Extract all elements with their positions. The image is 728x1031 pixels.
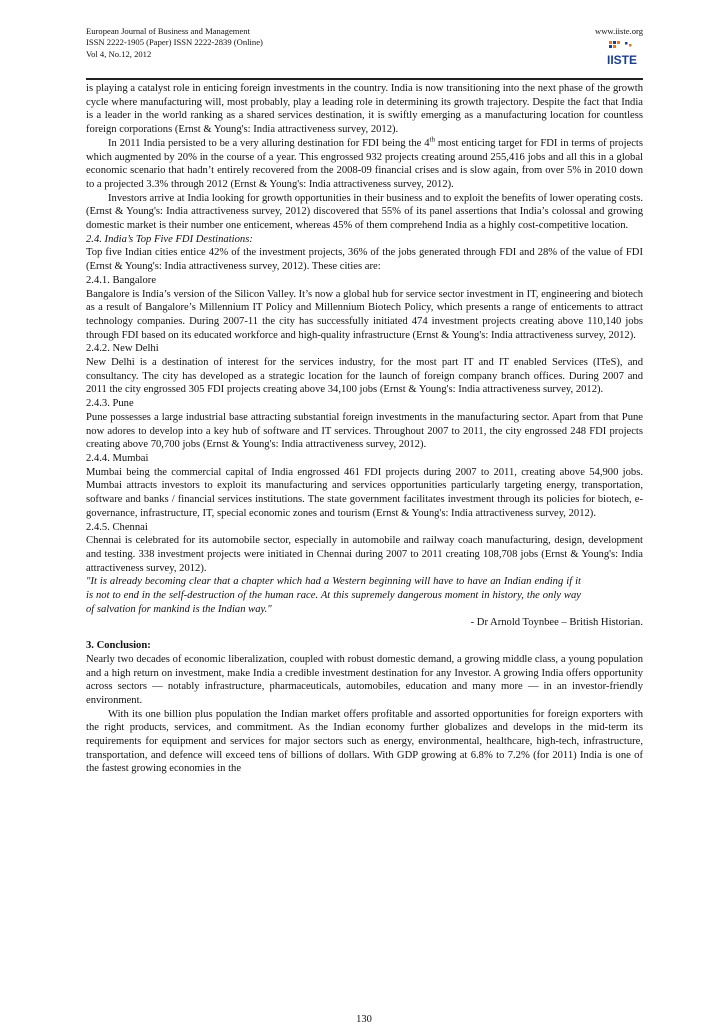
paragraph: Chennai is celebrated for its automobile sector, especially in automobile and railway coach manufacturing, design, development and testing. 338 investment projects were initiated in Chennai during 2007 to 2011 creating 108,708 jobs (Ernst & Young's: India attractiveness survey, 2012). — [86, 535, 643, 574]
section-heading-2-4-4: 2.4.4. Mumbai — [86, 452, 149, 464]
section-heading-3: 3. Conclusion: — [86, 640, 151, 652]
journal-info — [86, 26, 263, 60]
spacer — [86, 630, 643, 639]
volume-line: Vol 4, No.12, 2012 — [86, 48, 152, 59]
article-body — [86, 82, 643, 776]
block-quote: "It is already becoming clear that a chapter which had a Western beginning will have to have an Indian ending if it is not to end in the self-destruction of the human race. At this supremely dangerous moment in history, the only way of salvation for mankind is the Indian way." — [86, 576, 581, 615]
journal-url[interactable]: www.iiste.org — [595, 26, 643, 36]
issn-line: ISSN 2222-1905 (Paper) ISSN 2222-2839 (Online) — [86, 37, 263, 48]
section-heading-2-4-5: 2.4.5. Chennai — [86, 521, 148, 533]
section-heading-2-4: 2.4. India’s Top Five FDI Destinations: — [86, 233, 253, 245]
header-rule — [86, 78, 643, 80]
paragraph: Bangalore is India’s version of the Silicon Valley. It’s now a global hub for service sector investment in IT, engineering and biotech as a result of Bangalore’s Millennium IT Policy and Millennium Biotech Policy, which presents a range of enticements to attract technology companies. During 2007-11 the city has successfully initiated 474 investment projects creating above 110,140 jobs through FDI based on its educated workforce and high-quality infrastructure (Ernst & Young's: India attractiveness survey, 2012). — [86, 288, 643, 341]
logo-wordmark: IISTE — [607, 53, 637, 67]
page-number: 130 — [356, 1014, 372, 1025]
section-heading-2-4-2: 2.4.2. New Delhi — [86, 343, 159, 355]
paragraph: Investors arrive at India looking for growth opportunities in their business and to exploit the benefits of lower operating costs. (Ernst & Young's: India attractiveness survey, 2012) discovered that 55% of its panel assertions that India’s colossal and growing domestic market is their number one enticement, whereas 45% of them comprehend India as a highly cost-competitive location. — [86, 192, 643, 232]
page — [86, 26, 643, 776]
superscript: th — [429, 135, 435, 144]
paragraph: Nearly two decades of economic liberalization, coupled with robust domestic demand, a growing middle class, a young population and a high return on investment, make India a credible investment destination for any Investor. A growing India offers opportunity across sectors — notably infrastructure, pharmaceuticals, automobiles, education and many more — in an investor-friendly environment. — [86, 653, 643, 706]
paragraph-text: In 2011 India persisted to be a very alluring destination for FDI being the 4 — [108, 137, 430, 149]
section-heading-2-4-3: 2.4.3. Pune — [86, 398, 134, 410]
running-header — [86, 26, 643, 82]
paragraph: With its one billion plus population the Indian market offers profitable and assorted opportunities for foreign exporters with the right products, services, and commitment. As the Indian economy further globalizes and develops in the mid-term its requirements for equipment and services for major sectors such as energy, environmental, healthcare, high-tech, infrastructure, transportation, and defence will exceed tens of billions of dollars. With GDP growing at 6.8% to 7.2% (for 2011) India is one of the fastest growing economies in the — [86, 708, 643, 775]
journal-name: European Journal of Business and Management — [86, 26, 250, 36]
paragraph: New Delhi is a destination of interest for the services industry, for the most part IT and IT enabled Services (ITeS), and consultancy. The city has developed as a strategic location for the launch of foreign company branch offices. During 2007 and 2011 the city engrossed 305 FDI projects creating above 34,100 jobs (Ernst & Young's: India attractiveness survey, 2012). — [86, 357, 643, 396]
paragraph: Top five Indian cities entice 42% of the investment projects, 36% of the jobs generated through FDI and 28% of the value of FDI (Ernst & Young's: India attractiveness survey, 2012). These cities are: — [86, 247, 643, 273]
iiste-logo — [607, 40, 637, 68]
paragraph — [86, 137, 643, 192]
paragraph: Mumbai being the commercial capital of India engrossed 461 FDI projects during 2007 to 2011, creating above 54,900 jobs. Mumbai attracts investors to exploit its manufacturing and services opportunities particularly targeting energy, transportation, software and banks / financial services institutions. The state government facilitates investment through its policies for biotech, e-governance, infrastructure, IT, special economic zones and tourism (Ernst & Young's: India attractiveness survey, 2012). — [86, 466, 643, 519]
paragraph-text: most enticing target for FDI in terms of projects which augmented by 20% in the course of a year. This engrossed 932 projects creating around 255,416 jobs and all this in a global economic scenario that hadn’t entirely recovered from the 2008-09 financial crises and is slow again, from over 5% in 2010 down to a projected 3.3% through 2012 (Ernst & Young's: India attractiveness survey, 2012). — [86, 137, 643, 190]
paragraph: is playing a catalyst role in enticing foreign investments in the country. India is now transitioning into the next phase of the growth cycle where manufacturing will, most probably, play a leading role in determining its growth trajectory. Despite the fact that India is a leader in the world ranking as a shared services destination, it is swiftly emerging as a manufacturing location for countless foreign corporations (Ernst & Young's: India attractiveness survey, 2012). — [86, 83, 643, 136]
paragraph: Pune possesses a large industrial base attracting substantial foreign investments in the manufacturing sector. Apart from that Pune now adores to develop into a key hub of software and IT services. Throughout 2007 to 2011, the city engrossed 248 FDI projects creating above 70,700 jobs (Ernst & Young's: India attractiveness survey, 2012). — [86, 411, 643, 451]
quote-attribution: - Dr Arnold Toynbee – British Historian. — [470, 617, 643, 629]
section-heading-2-4-1: 2.4.1. Bangalore — [86, 274, 157, 286]
